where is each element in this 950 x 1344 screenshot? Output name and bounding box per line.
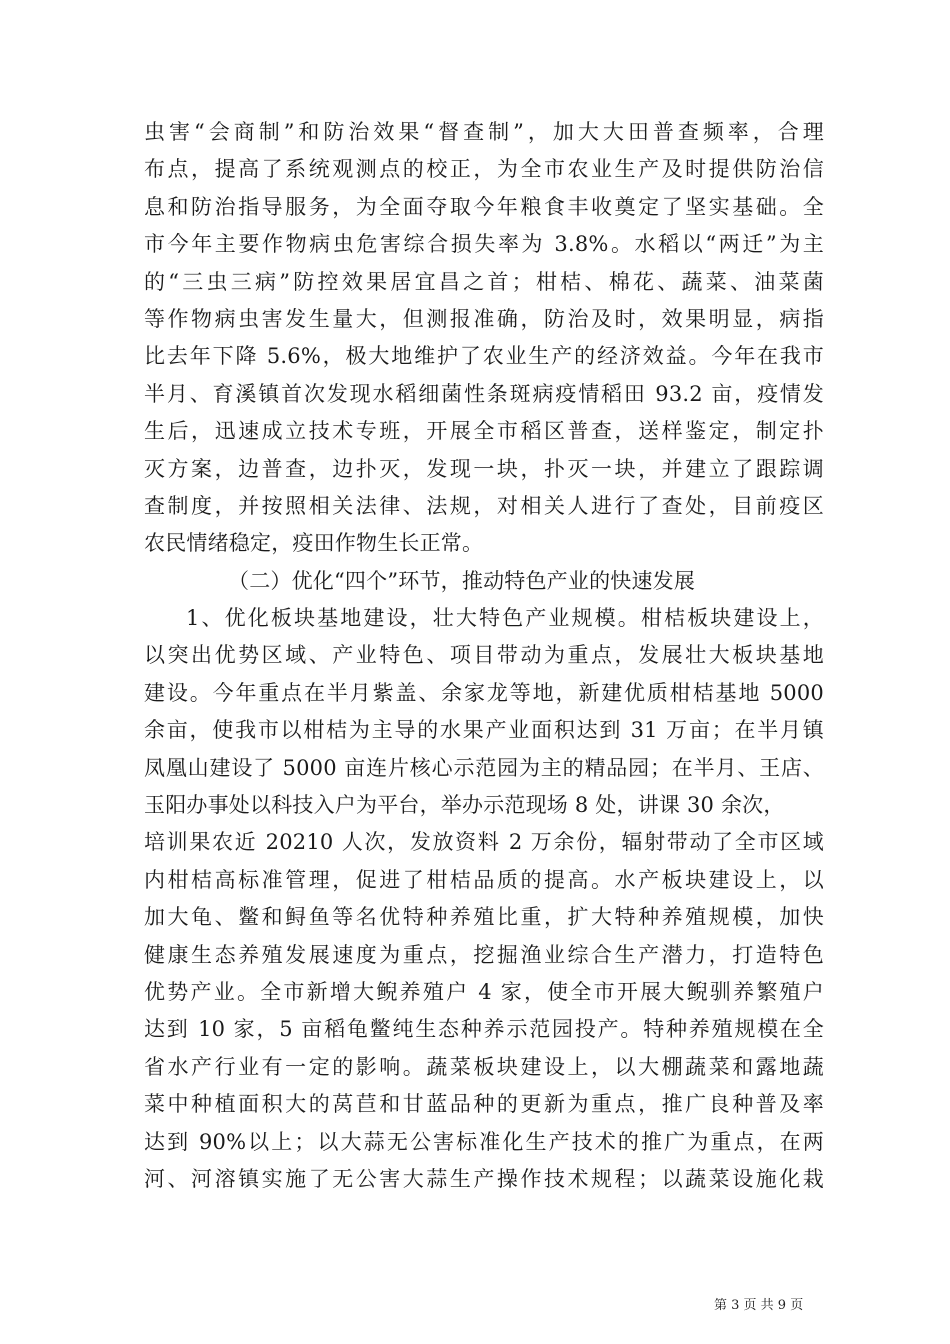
paragraph-line: 的“三虫三病”防控效果居宜昌之首；柑桔、棉花、蔬菜、油菜菌 <box>144 269 824 294</box>
paragraph-line: 布点，提高了系统观测点的校正，为全市农业生产及时提供防治信 <box>144 157 824 182</box>
paragraph-line: 加大龟、鳖和鲟鱼等名优特种养殖比重，扩大特种养殖规模，加快 <box>144 905 824 930</box>
page-number: 第 3 页 共 9 页 <box>714 1298 804 1313</box>
paragraph-line: 灭方案，边普查，边扑灭，发现一块，扑灭一块，并建立了跟踪调 <box>144 456 824 481</box>
paragraph-line: 达到 10 家，5 亩稻龟鳖纯生态种养示范园投产。特种养殖规模在全 <box>144 1017 824 1042</box>
paragraph-line: 农民情绪稳定，疫田作物生长正常。 <box>144 531 484 556</box>
paragraph-line: 息和防治指导服务，为全面夺取今年粮食丰收奠定了坚实基础。全 <box>144 194 824 219</box>
paragraph-line: 菜中种植面积大的莴苣和甘蓝品种的更新为重点，推广良种普及率 <box>144 1092 824 1117</box>
paragraph-line: 玉阳办事处以科技入户为平台，举办示范现场 8 处，讲课 30 余次， <box>144 793 785 818</box>
paragraph-line: 河、河溶镇实施了无公害大蒜生产操作技术规程；以蔬菜设施化栽 <box>144 1166 824 1191</box>
paragraph-line: 达到 90%以上；以大蒜无公害标准化生产技术的推广为重点，在两 <box>144 1129 824 1154</box>
paragraph-line: 优势产业。全市新增大鲵养殖户 4 家，使全市开展大鲵驯养繁殖户 <box>144 979 824 1004</box>
paragraph-line: 虫害“会商制”和防治效果“督查制”，加大大田普查频率，合理 <box>144 120 824 144</box>
paragraph-line: 省水产行业有一定的影响。蔬菜板块建设上，以大棚蔬菜和露地蔬 <box>144 1054 824 1079</box>
paragraph-line: 等作物病虫害发生量大，但测报准确，防治及时，效果明显，病指 <box>144 306 824 331</box>
paragraph-line: 市今年主要作物病虫危害综合损失率为 3.8%。水稻以“两迁”为主 <box>144 232 824 257</box>
paragraph-line: 健康生态养殖发展速度为重点，挖掘渔业综合生产潜力，打造特色 <box>144 942 824 967</box>
document-body <box>144 114 824 1198</box>
paragraph-line: 1、优化板块基地建设，壮大特色产业规模。柑桔板块建设上， <box>186 606 824 631</box>
paragraph-line: 以突出优势区域、产业特色、项目带动为重点，发展壮大板块基地 <box>144 643 824 668</box>
paragraph-line: 内柑桔高标准管理，促进了柑桔品质的提高。水产板块建设上，以 <box>144 867 824 892</box>
paragraph-line: 培训果农近 20210 人次，发放资料 2 万余份，辐射带动了全市区域 <box>144 830 824 855</box>
paragraph-line: 查制度，并按照相关法律、法规，对相关人进行了查处，目前疫区 <box>144 493 824 518</box>
section-heading: （二）优化“四个”环节，推动特色产业的快速发展 <box>228 568 696 593</box>
paragraph-line: 余亩，使我市以柑桔为主导的水果产业面积达到 31 万亩；在半月镇 <box>144 718 824 743</box>
paragraph-line: 半月、育溪镇首次发现水稻细菌性条斑病疫情稻田 93.2 亩，疫情发 <box>144 381 824 406</box>
paragraph-line: 生后，迅速成立技术专班，开展全市稻区普查，送样鉴定，制定扑 <box>144 419 824 444</box>
paragraph-line: 凤凰山建设了 5000 亩连片核心示范园为主的精品园；在半月、王店、 <box>144 755 824 780</box>
paragraph-line: 比去年下降 5.6%，极大地维护了农业生产的经济效益。今年在我市 <box>144 344 824 369</box>
paragraph-line: 建设。今年重点在半月紫盖、余家龙等地，新建优质柑桔基地 5000 <box>144 680 824 705</box>
